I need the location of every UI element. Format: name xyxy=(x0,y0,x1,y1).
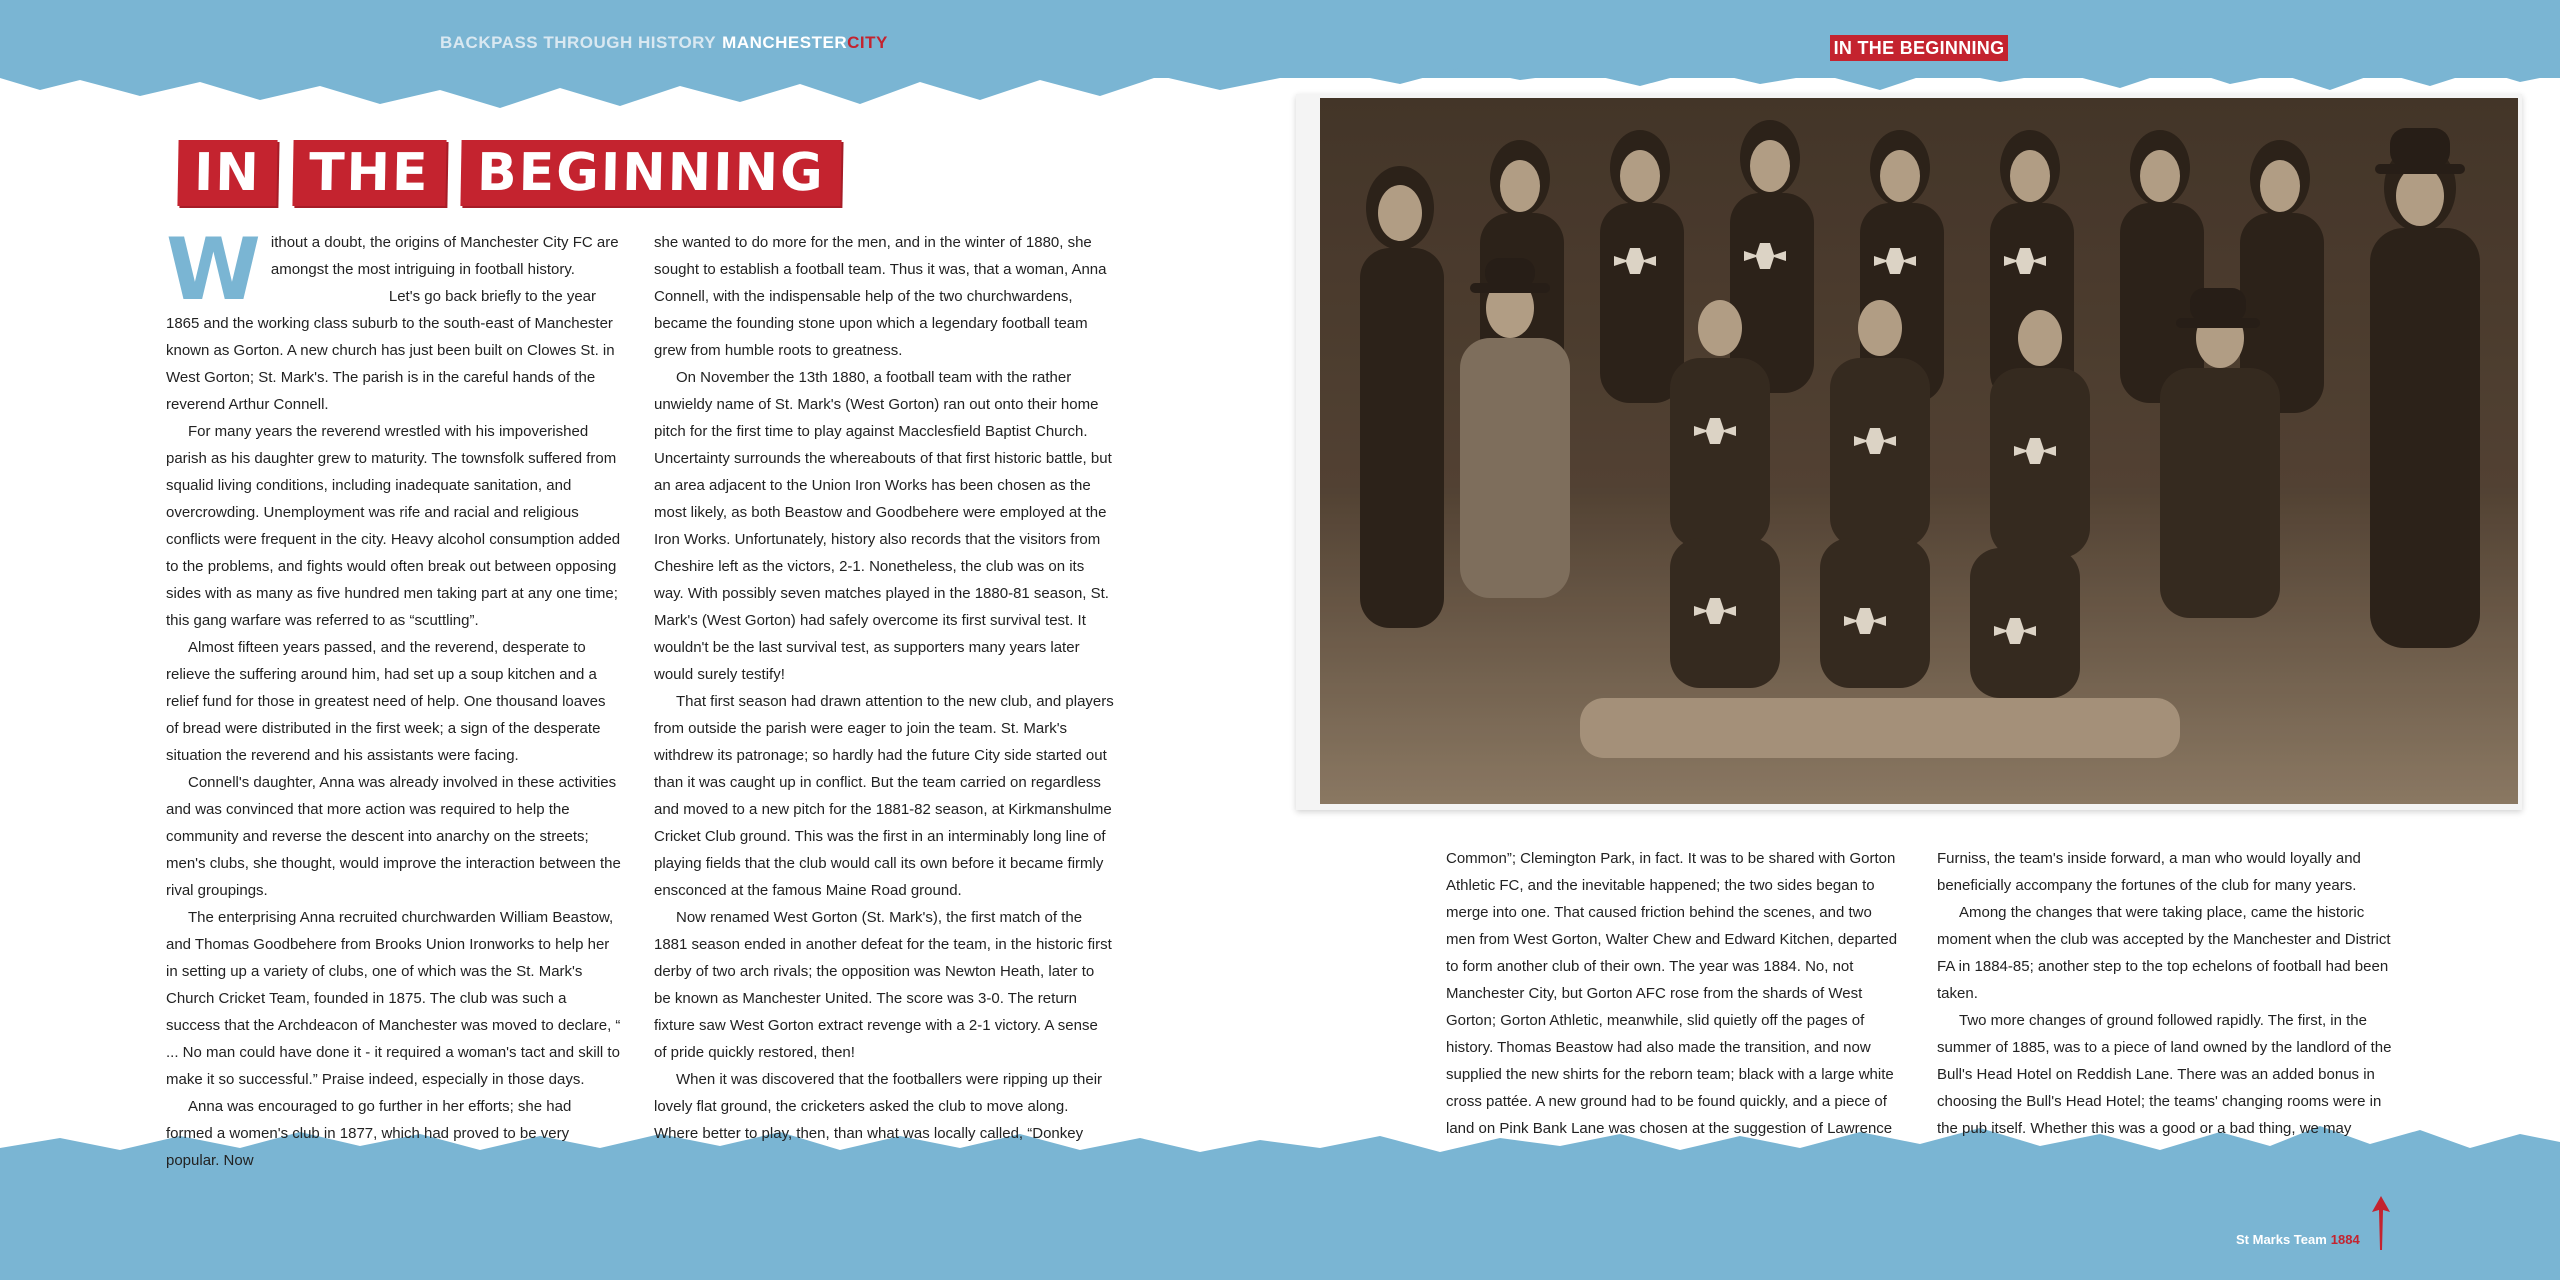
paragraph: Furniss, the team's inside forward, a man who would loyally and beneficially accompany the fortunes of the club for many years. xyxy=(1937,850,2361,894)
paragraph: For many years the reverend wrestled with his impoverished parish as his daughter grew to maturity. The townsfolk suffered from squalid living conditions, including inadequate sanitation, and overcrowding. Unemployment was rife and racial and religious conflicts were frequent in the city. Heavy alcohol consumption added to the problems, and fights would often break out between opposing sides with as many as five hundred men taking part at any one time; this gang warfare was referred to as “scuttling”. xyxy=(166,423,621,629)
page-number-left: 8 xyxy=(30,1143,39,1160)
title-word-3: BEGINNING xyxy=(461,140,842,206)
paragraph: The enterprising Anna recruited churchwarden William Beastow, and Thomas Goodbehere from Brooks Union Ironworks to help her in setting up a variety of clubs, one of which was the St. Mark's Church Cricket Team, founded in 1875. The club was such a success that the Archdeacon of Manchester was moved to declare, “ ... No man could have done it - it required a woman's tact and skill to make it so successful.” Praise indeed, especially in those days. xyxy=(166,909,621,1088)
paragraph: Two more changes of ground followed rapidly. The first, in the summer of 1885, was to a piece of land owned by the landlord of the Bull's Head Hotel on Reddish Lane. There was an added bonus in choosing the Bull's Head Hotel; the teams' changing rooms were in the pub itself. Whether this was a good or a bad thing, we may xyxy=(1937,1012,2392,1137)
paragraph: Without a doubt, the origins of Manchester City FC are amongst the most intriguing in football history. xyxy=(166,220,619,320)
text-column-3 xyxy=(1446,845,1898,1142)
caption-year: 1884 xyxy=(2330,1232,2360,1247)
club-city: CITY xyxy=(847,33,888,52)
text-column-1 xyxy=(166,220,622,1174)
top-banner xyxy=(0,0,2560,78)
running-head-left xyxy=(440,33,888,53)
text-column-4 xyxy=(1937,845,2395,1142)
club-name: MANCHESTER xyxy=(722,33,848,52)
paragraph: Now renamed West Gorton (St. Mark's), the first match of the 1881 season ended in another defeat for the team, in the historic first derby of two arch rivals; the opposition was Newton Heath, later to be known as Manchester United. The score was 3-0. The return fixture saw West Gorton extract revenge with a 2-1 victory. A sense of pride quickly restored, then! xyxy=(654,909,1112,1061)
photo-caption xyxy=(2236,1232,2360,1247)
paragraph: Almost fifteen years passed, and the reverend, desperate to relieve the suffering around him, had set up a soup kitchen and a relief fund for those in greatest need of help. One thousand loaves of bread were distributed in the first week; a sign of the desperate situation the reverend and his assistants were facing. xyxy=(166,639,606,764)
paragraph: Common”; Clemington Park, in fact. It was to be shared with Gorton Athletic FC, and the inevitable happened; the two sides began to merge into one. That caused friction behind the scenes, and two men from West Gorton, Walter Chew and Edward Kitchen, departed to form another club of their own. The year was 1884. No, not Manchester City, but Gorton AFC rose from the shards of West Gorton; Gorton Athletic, meanwhile, slid quietly off the pages of history. Thomas Beastow had also made the transition, and now supplied the new shirts for the reborn team; black with a large white cross pattée. A new ground had to be found quickly, and a piece of land on Pink Bank Lane was chosen at the suggestion of Lawrence xyxy=(1446,850,1898,1137)
paragraph: she wanted to do more for the men, and in the winter of 1880, she sought to establish a football team. Thus it was, that a woman, Anna Connell, with the indispensable help of the two churchwardens, became the founding stone upon which a legendary football team grew from humble roots to greatness. xyxy=(654,234,1107,359)
section-tag: IN THE BEGINNING xyxy=(1830,35,2008,61)
text-column-2 xyxy=(654,229,1114,1147)
paragraph: Let's go back briefly to the year 1865 and the working class suburb to the south-east of Manchester known as Gorton. A new church has just been built on Clowes St. in West Gorton; St. Mark's. The parish is in the careful hands of the reverend Arthur Connell. xyxy=(166,288,615,413)
arrow-up-icon xyxy=(2370,1194,2392,1252)
title-word-1: IN xyxy=(177,140,277,206)
bottom-banner xyxy=(0,1158,2560,1280)
paragraph: When it was discovered that the footballers were ripping up their lovely flat ground, the cricketers asked the club to move along. Where better to play, then, than what was locally called, “Donkey xyxy=(654,1071,1103,1142)
page-number-right: 9 xyxy=(2520,1143,2529,1160)
chapter-title xyxy=(178,140,857,206)
paragraph: That first season had drawn attention to the new club, and players from outside the parish were eager to join the team. St. Mark's withdrew its patronage; so hardly had the future City side started out than it was caught up in conflict. But the team carried on regardless and moved to a new pitch for the 1881-82 season, at Kirkmanshulme Cricket Club ground. This was the first in an interminably long line of playing fields that the club would call its own before it became firmly ensconced at the famous Maine Road ground. xyxy=(654,693,1114,899)
paragraph: Anna was encouraged to go further in her efforts; she had formed a women's club in 1877, which had proved to be very popular. Now xyxy=(166,1098,572,1169)
paragraph: On November the 13th 1880, a football team with the rather unwieldy name of St. Mark's (West Gorton) ran out onto their home pitch for the first time to play against Macclesfield Baptist Church. Uncertainty surrounds the whereabouts of that first historic battle, but an area adjacent to the Union Iron Works has been chosen as the most likely, as both Beastow and Goodbehere were employed at the Iron Works. Unfortunately, history also records that the visitors from Cheshire left as the victors, 2-1. Nonetheless, the club was on its way. With possibly seven matches played in the 1880-81 season, St. Mark's (West Gorton) had safely overcome its first survival test. It wouldn't be the last survival test, as supporters many years later would surely testify! xyxy=(654,369,1112,683)
caption-text: St Marks Team xyxy=(2236,1232,2327,1247)
paragraph: Connell's daughter, Anna was already involved in these activities and was convinced that more action was required to help the community and reverse the descent into anarchy on the streets; men's clubs, she thought, would improve the interaction between the rival groupings. xyxy=(166,774,621,899)
team-photo xyxy=(1320,98,2518,804)
drop-cap: W xyxy=(166,220,261,320)
title-word-2: THE xyxy=(292,140,446,206)
paragraph: Among the changes that were taking place, came the historic moment when the club was accepted by the Manchester and District FA in 1884-85; another step to the top echelons of football had been taken. xyxy=(1937,904,2391,1002)
series-title: BACKPASS THROUGH HISTORY xyxy=(440,33,717,52)
